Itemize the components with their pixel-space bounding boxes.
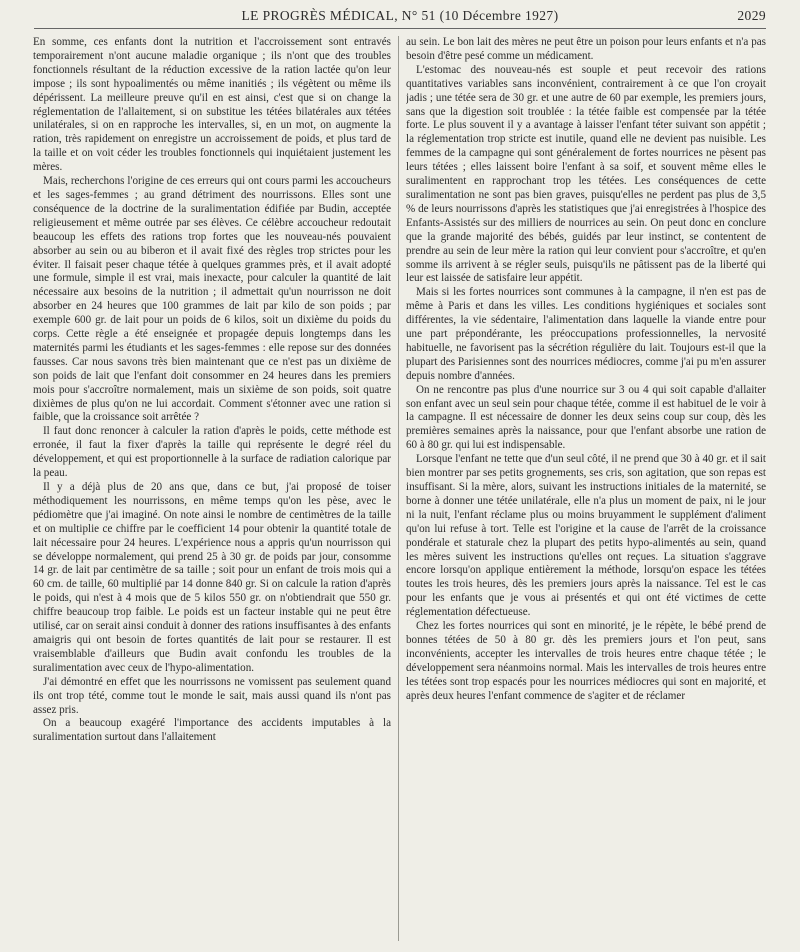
paragraph: L'estomac des nouveau-nés est souple et peut recevoir des rations quantitatives variables sans inconvénient, contrairement à ce que l'on croyait jadis ; une tétée sera de 30 gr. et une autre de 60 par exemple, les premiers jours, sans que la digestion soit troublée : la tétée faible est compensée par la tétée forte. Le plus souvent il y a avantage à laisser l'enfant téter suivant son appétit ; la réglementation trop stricte est inutile, quand elle ne devient pas nuisible. Les femmes de la campagne qui sont généralement de fortes nourrices ne pèsent pas leurs tétées ; elles laissent boire l'enfant à sa soif, et souvent même elles le suralimentent en rapprochant trop les tétées. Les conséquences de cette suralimentation ne sont pas bien graves, puisqu'elles ne perdent pas plus de 3,5 % de leurs nourrissons d'après les statistiques que j'ai enregistrées à l'hospice des Enfants-Assistés sur des milliers de nourrices au sein. On peut donc en conclure que la grande majorité des bébés, guidés par leur instinct, se contentent de prendre au sein de leur mère la ration qui leur convient pour s'accroître, et qu'en somme ils arrivent à se régler seuls, puisqu'ils ne pâtissent pas de la liberté qui leur est laissée de satisfaire leur appétit. [406,63,766,285]
column-divider [398,36,399,941]
paragraph: Il y a déjà plus de 20 ans que, dans ce but, j'ai proposé de toiser méthodiquement les nourrissons, en même temps qu'on les pèse, avec le pédiomètre que j'ai imaginé. On note ainsi le nombre de centimètres de la taille et on multiplie ce chiffre par le coefficient 14 pour obtenir la quantité totale de lait nécessaire pour 24 heures. L'expérience nous a appris qu'un nourrisson qui se développe normalement, qui prend 25 à 30 gr. de poids par jour, consomme 14 gr. de lait par centimètre de sa taille ; soit pour un enfant de trois mois qui a 60 cm. de taille, 60 multiplié par 14 donne 840 gr. Si on calcule la ration d'après le poids, qui n'est à 4 mois que de 5 kilos 550 gr. on n'obtiendrait que 550 gr. chiffre beaucoup trop faible. Le poids est un facteur instable qui ne peut être utilisé, car on serait ainsi conduit à donner des rations insuffisantes à des enfants amaigris qui ont besoin de fortes quantités de lait pour se restaurer. Il est vraisemblable d'ailleurs que Budin avait confondu les troubles de la suralimentation avec ceux de l'hypo-alimentation. [33,481,391,674]
journal-title: LE PROGRÈS MÉDICAL, N° 51 (10 Décembre 1927) [241,8,559,23]
paragraph: Mais si les fortes nourrices sont communes à la campagne, il n'en est pas de même à Paris et dans les villes. Les conditions hygiéniques et sociales sont différentes, la vie sédentaire, l'alimentation dans laquelle la viande entre pour une part prépondérante, les préoccupations professionnelles, la nervosité habituelle, ne favorisent pas la sécrétion régulière du lait. Toujours est-il que la plupart des Parisiennes sont des nourrices médiocres, comme j'ai pu m'en assurer depuis nombre d'années. [406,286,766,382]
paragraph: Il faut donc renoncer à calculer la ration d'après le poids, cette méthode est erronée, il faut la fixer d'après la taille qui représente le degré réel du développement, et qui est proportionnelle à la surface de radiation calorique par la peau. [33,425,391,480]
running-header [34,6,766,29]
paragraph: Mais, recherchons l'origine de ces erreurs qui ont cours parmi les accoucheurs et les sages-femmes ; au grand détriment des nourrissons. Elles sont une conséquence de la doctrine de la suralimentation édifiée par Budin, acceptée religieusement et même outrée par ses élèves. Ce célèbre accoucheur redoutait beaucoup les effets des rations trop fortes que les nouveau-nés pouvaient absorber au sein ou au biberon et il avait fixé des règles trop strictes pour les éviter. Il faisait peser chaque tétée à quelques grammes près, et il avait adopté une formule, simple il est vrai, mais inexacte, pour calculer la quantité de lait nécessaire aux besoins de la nutrition ; il admettait qu'un nourrisson ne doit absorber en 24 heures que 100 grammes de lait par kilo de son poids ; par exemple 600 gr. de lait pour un poids de 6 kilos, soit un dixième du poids du corps. Cette règle a été enseignée et propagée depuis longtemps dans les maternités parmi les étudiants et les sages-femmes : elle repose sur des données fausses. Car nous savons très bien maintenant que ce n'est pas un dixième de son poids de lait que l'enfant doit consommer en 24 heures dans les premiers mois pour s'accroître normalement, mais un sixième de son poids, soit quatre dixièmes de plus qu'on ne lui accordait. Comment s'étonner avec une ration si faible, que la croissance soit arrêtée ? [33,175,391,424]
page-number: 2029 [737,8,766,23]
paragraph: Chez les fortes nourrices qui sont en minorité, je le répète, le bébé prend de bonnes tétées de 50 à 80 gr. dès les premiers jours et l'on peut, sans inconvénients, accepter les intervalles de trois heures entre chaque tétée ; le développement sera néanmoins normal. Mais les intervalles de trois heures entre les tétées sont trop espacés pour les nourrices médiocres qui sont en majorité, et après deux heures l'enfant commence de s'agiter et de réclamer [406,620,766,702]
paragraph: En somme, ces enfants dont la nutrition et l'accroissement sont entravés temporairement n'ont aucune maladie organique ; ils n'ont que des troubles fonctionnels résultant de la réduction excessive de la ration lactée qu'on leur impose ; ils sont hypoalimentés ou même inanitiés ; ils végètent ou même ils dépérissent. La meilleure preuve qu'il en est ainsi, c'est que si on change la réglementation de l'allaitement, si on substitue les tétées bilatérales aux tétées unilatérales, si on en rapproche les intervalles, si, en un mot, on augmente la ration, très rapidement on enregistre un accroissement de poids, et plus tard de la taille et on voit céder les troubles fonctionnels qui inquiétaient justement les mères. [33,36,391,174]
paragraph: au sein. Le bon lait des mères ne peut être un poison pour leurs enfants et n'a pas besoin d'être pesé comme un médicament. [406,36,766,62]
paragraph: On a beaucoup exagéré l'importance des accidents imputables à la suralimentation surtout dans l'allaitement [33,717,391,744]
left-column [33,36,391,946]
paragraph: On ne rencontre pas plus d'une nourrice sur 3 ou 4 qui soit capable d'allaiter son enfant avec un seul sein pour chaque tétée, comme il est habituel de le voir à la campagne. Il est nécessaire de donner les deux seins coup sur coup, dès les premières semaines après la naissance, pour que l'enfant absorbe une ration de 60 à 80 gr. qui lui est indispensable. [406,383,766,452]
paragraph: Lorsque l'enfant ne tette que d'un seul côté, il ne prend que 30 à 40 gr. et il sait bien montrer par ses petits grognements, ses cris, son agitation, que son repas est insuffisant. Si la mère, alors, suivant les instructions initiales de la maternité, se borne à donner une tétée unilatérale, elle n'a plus un moment de paix, ni le jour ni la nuit, l'enfant réclame plus ou moins bruyamment le supplément d'aliment qu'on lui refuse à tort. Telle est l'origine et la cause de l'arrêt de la croissance pondérale et staturale chez la plupart des petits hypo-alimentés au sein, quand les mères suivent les instructions qu'elles ont reçues. La situation s'aggrave encore lorsqu'on applique entièrement la méthode, lorsqu'on espace les tétées toutes les trois heures, dès les premiers jours après la naissance. Tel est le cas pour les enfants que je vous ai présentés et qui ont été victimes de cette réglementation défectueuse. [406,453,766,619]
paragraph: J'ai démontré en effet que les nourrissons ne vomissent pas seulement quand ils ont trop tété, comme tout le monde le sait, mais aussi quand ils n'ont pas assez pris. [33,675,391,716]
right-column [406,36,766,946]
